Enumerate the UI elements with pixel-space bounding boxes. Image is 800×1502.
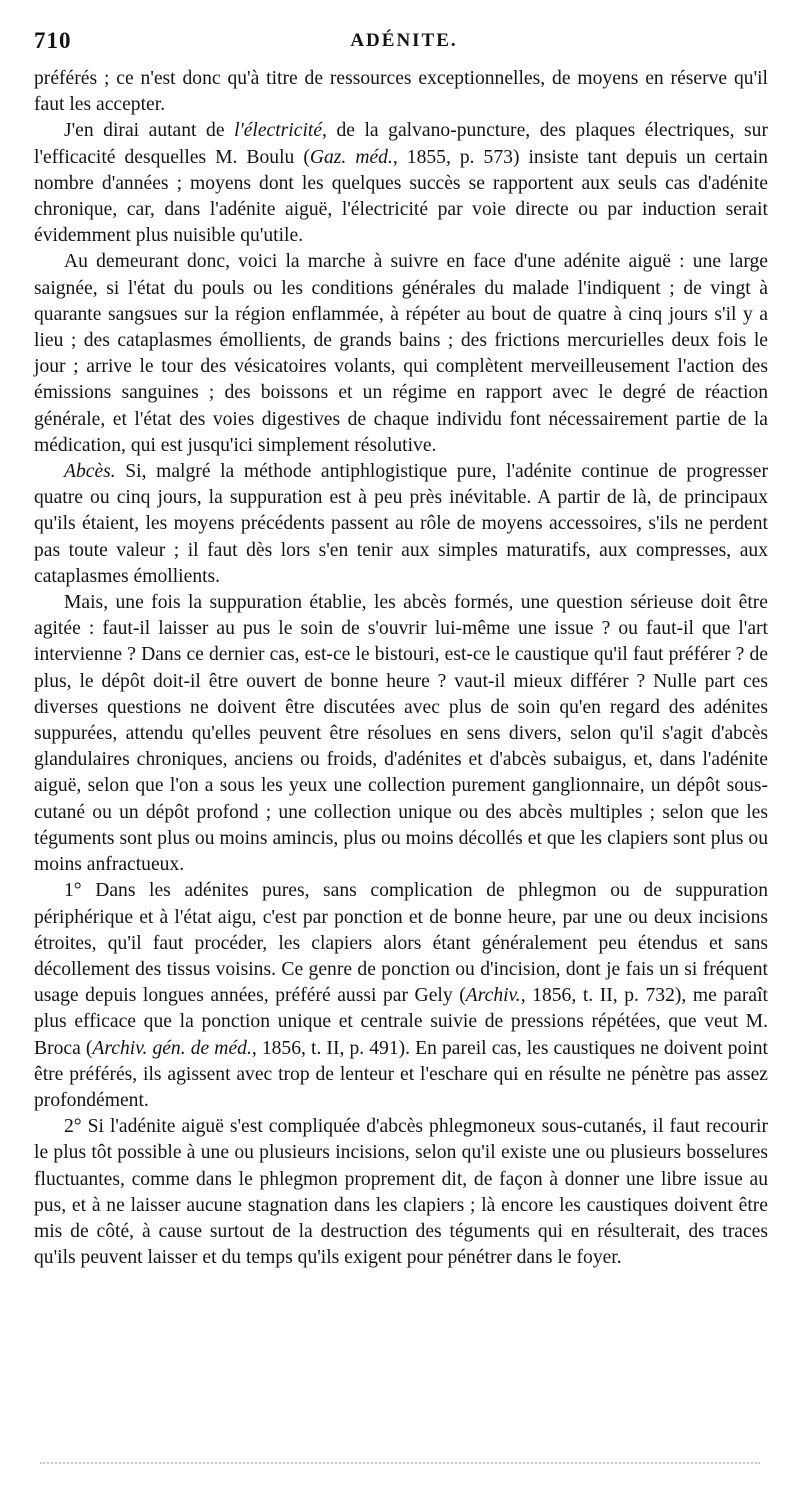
paragraph-5-text: Mais, une fois la suppuration établie, les abcès formés, une question sérieuse doit être agitée : faut-il laisser au pus le soin de s'ouvrir lui-même une issue ? ou faut-il que l'art intervienne ? Dans ce dernier cas, est-ce le bistouri, est-ce le caustique qu'il faut préférer ? de plus, le dépôt doit-il être ouvert de bonne heure ? vaut-il mieux différer ? Nulle part ces diverses questions ne doivent être discutées avec plus de soin qu'en regard des adénites suppurées, attendu qu'elles peuvent être résolues en sens divers, selon qu'il s'agit d'abcès glandulaires chroniques, anciens ou froids, d'adénites et d'abcès subaigus, et, dans l'adénite aiguë, selon que l'on a sous les yeux une collection purement ganglionnaire, un dépôt sous-cutané ou un dépôt profond ; une collection unique ou des abcès multiples ; selon que les téguments sont plus ou moins amincis, plus ou moins décollés et que les clapiers sont plus ou moins anfractueux. bbox=[34, 592, 768, 876]
paragraph-5 bbox=[34, 590, 768, 878]
body-text bbox=[34, 66, 768, 1271]
paragraph-6-text-c: , 1856, t. II, p. 491). En pareil cas, les caustiques ne doivent point être préférés, ils agissent avec trop de lenteur et l'eschare qui en résulte ne pénètre pas assez profondément. bbox=[34, 1037, 768, 1111]
paragraph-6-text-a: 1° Dans les adénites pures, sans complication de phlegmon ou de suppuration périphérique et à l'état aigu, c'est par ponction et de bonne heure, par une ou deux incisions étroites, qu'il faut procéder, les clapiers alors étant généralement peu étendus et sans décollement des tissus voisins. Ce genre de ponction ou d'incision, dont je fais un si fréquent usage depuis longues années, préféré aussi par Gely ( bbox=[34, 880, 768, 1007]
paragraph-6-italic-archiv-gen: Archiv. gén. de méd. bbox=[92, 1037, 252, 1059]
paragraph-6-text-b: , 1856, t. II, p. 732), me paraît plus efficace que la ponction unique et centrale suivie de pressions répétées, que veut M. Broca ( bbox=[34, 985, 768, 1059]
paragraph-7 bbox=[34, 1114, 768, 1271]
paragraph-6-italic-archiv: Archiv. bbox=[465, 985, 521, 1007]
paragraph-3 bbox=[34, 249, 768, 459]
paragraph-2-text-b: , de la galvano-puncture, des plaques électriques, sur l'efficacité desquelles M. Boulu ( bbox=[34, 120, 768, 168]
paragraph-2-text-a: J'en dirai autant de bbox=[64, 120, 235, 142]
paragraph-2-italic-electricite: l'électricité bbox=[234, 120, 323, 142]
paragraph-6 bbox=[34, 878, 768, 1114]
paragraph-7-text: 2° Si l'adénite aiguë s'est compliquée d'abcès phlegmoneux sous-cutanés, il faut recourir le plus tôt possible à une ou plusieurs incisions, selon qu'il existe une ou plusieurs bosselures fluctuantes, comme dans le phlegmon proprement dit, de façon à donner une libre issue au pus, et à ne laisser aucune stagnation dans les clapiers ; là encore les caustiques doivent être mis de côté, à cause surtout de la destruction des téguments qui en résulterait, des traces qu'ils peuvent laisser et du temps qu'ils exigent pour pénétrer dans le foyer. bbox=[34, 1116, 768, 1269]
paragraph-1 bbox=[34, 66, 768, 118]
paragraph-2-italic-gaz-med: Gaz. méd. bbox=[309, 146, 393, 168]
paragraph-4 bbox=[34, 459, 768, 590]
paragraph-4-italic-abces: Abcès. bbox=[64, 461, 116, 483]
footer-dotted-rule bbox=[40, 1462, 760, 1468]
running-head: ADÉNITE. bbox=[350, 30, 458, 51]
paragraph-2 bbox=[34, 118, 768, 249]
page-header bbox=[34, 28, 774, 58]
page-number: 710 bbox=[34, 28, 72, 53]
paragraph-4-text: Si, malgré la méthode antiphlogistique pure, l'adénite continue de progresser quatre ou cinq jours, la suppuration est à peu près inévitable. A partir de là, de principaux qu'ils étaient, les moyens précédents passent au rôle de moyens accessoires, s'ils ne perdent pas toute valeur ; il faut dès lors s'en tenir aux simples maturatifs, aux compresses, aux cataplasmes émollients. bbox=[34, 461, 768, 587]
paragraph-3-text: Au demeurant donc, voici la marche à suivre en face d'une adénite aiguë : une large saignée, si l'état du pouls ou les conditions générales du malade l'indiquent ; de vingt à quarante sangsues sur la région enflammée, à répéter au bout de quatre à cinq jours s'il y a lieu ; des cataplasmes émollients, de grands bains ; des frictions mercurielles deux fois le jour ; arrive le tour des vésicatoires volants, qui complètent merveilleusement l'action des émissions sanguines ; des boissons et un régime en rapport avec le degré de réaction générale, et l'état des voies digestives de chaque individu font nécessairement partie de la médication, qui est jusqu'ici simplement résolutive. bbox=[34, 251, 768, 456]
paragraph-1-text: préférés ; ce n'est donc qu'à titre de ressources exceptionnelles, de moyens en réserve qu'il faut les accepter. bbox=[34, 68, 768, 116]
paragraph-2-text-c: , 1855, p. 573) insiste tant depuis un certain nombre d'années ; moyens dont les quelques succès se rapportent aux seuls cas d'adénite chronique, car, dans l'adénite aiguë, l'électricité par voie directe ou par induction serait évidemment plus nuisible qu'utile. bbox=[34, 146, 768, 247]
